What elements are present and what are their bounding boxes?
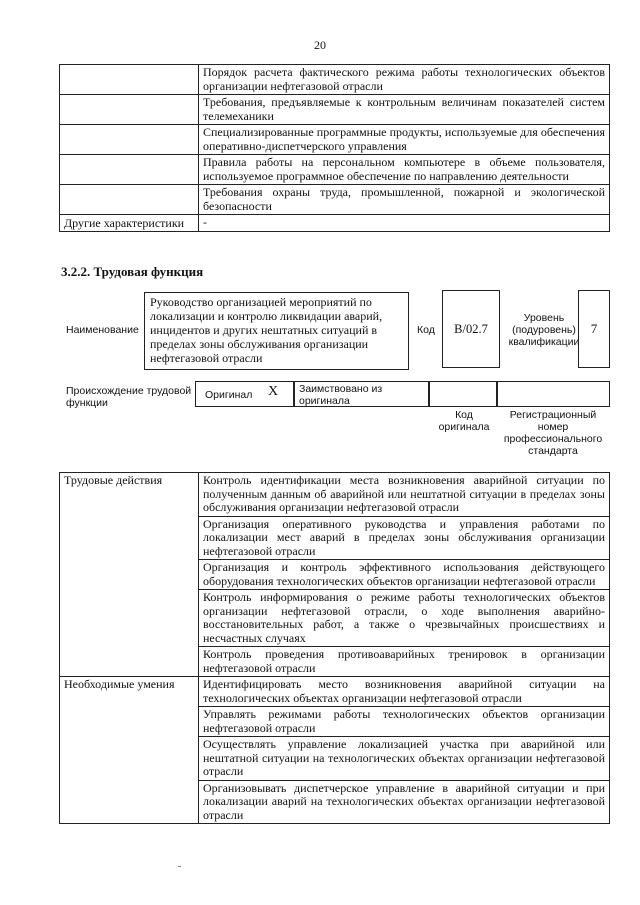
table-row	[60, 185, 610, 215]
function-name: Руководство организацией мероприятий по локализации и контролю ликвидации аварий, инцидентов и других нештатных ситуаций в пределах зоны обслуживания организации нефтегазовой отрасли	[150, 295, 383, 365]
list-item: Контроль идентификации места возникновения аварийной ситуации по полученным данным об аварийной или нештатной ситуации в пределах зоны обслуживания организации нефтегазовой отрасли	[199, 473, 610, 517]
list-item: Организовывать диспетчерское управление в аварийной ситуации и при локализации аварий на технологических объектах организации нефтегазовой отрасли	[199, 780, 610, 824]
name-label: Наименование	[66, 324, 139, 336]
group-label: Трудовые действия	[60, 473, 199, 677]
borrowed-cell	[294, 381, 429, 407]
function-name-box	[144, 292, 409, 370]
original-code-cell	[429, 381, 497, 407]
list-item: Контроль информирования о режиме работы технологических объектов организации нефтегазовой отрасли, о ходе выполнения аварийно-восстановительных работ, а также о чрезвычайных происшествиях и несчастных случаях	[199, 590, 610, 647]
row-text: Правила работы на персональном компьютере в объеме пользователя, используемое программное обеспечение по направлению деятельности	[199, 155, 610, 185]
list-item: Управлять режимами работы технологических объектов организации нефтегазовой отрасли	[199, 707, 610, 737]
section-title: 3.2.2. Трудовая функция	[61, 264, 204, 279]
row-label	[60, 95, 199, 125]
table-row	[60, 215, 610, 232]
level-label: Уровень (подуровень) квалификации	[508, 312, 580, 348]
table-row	[60, 677, 610, 707]
code-caption: Код оригинала	[438, 409, 490, 433]
row-text: Специализированные программные продукты, используемые для обеспечения оперативно-диспетчерского управления	[199, 125, 610, 155]
list-item: Организация и контроль эффективного использования действующего оборудования технологических объектов организации нефтегазовой отрасли	[199, 560, 610, 590]
list-item: Контроль проведения противоаварийных тренировок в организации нефтегазовой отрасли	[199, 647, 610, 677]
function-code-box	[442, 290, 500, 368]
row-text: Порядок расчета фактического режима работы технологических объектов организации нефтегазовой отрасли	[199, 65, 610, 95]
original-cell	[195, 381, 294, 407]
page-number: 20	[314, 38, 326, 52]
table-row	[60, 95, 610, 125]
registration-caption: Регистрационный номер профессионального стандарта	[503, 409, 603, 457]
list-item: Организация оперативного руководства и управления работами по локализации мест аварий в пределах зоны обслуживания организации нефтегазовой отрасли	[199, 516, 610, 560]
row-label	[60, 185, 199, 215]
row-text: -	[199, 215, 610, 232]
original-label: Оригинал	[205, 389, 253, 401]
row-text: Требования охраны труда, промышленной, пожарной и экологической безопасности	[199, 185, 610, 215]
origin-label: Происхождение трудовой функции	[66, 385, 192, 409]
row-text: Требования, предъявляемые к контрольным величинам показателей систем телемеханики	[199, 95, 610, 125]
table-row	[60, 125, 610, 155]
list-item: Идентифицировать место возникновения аварийной ситуации на технологических объектах организации нефтегазовой отрасли	[199, 677, 610, 707]
borrowed-label: Заимствовано из оригинала	[299, 383, 383, 407]
row-label: Другие характеристики	[60, 215, 199, 232]
function-code: В/02.7	[454, 321, 488, 336]
table-row	[60, 155, 610, 185]
list-item: Осуществлять управление локализацией участка при аварийной или нештатной ситуации на технологических объектах организации нефтегазовой отрасли	[199, 737, 610, 781]
code-label: Код	[417, 324, 435, 336]
level-value: 7	[590, 321, 598, 336]
origin-row	[195, 381, 610, 407]
row-label	[60, 125, 199, 155]
group-label: Необходимые умения	[60, 677, 199, 824]
row-label	[60, 65, 199, 95]
function-details-table	[59, 472, 610, 824]
footer-mark	[178, 866, 181, 867]
knowledge-table	[59, 64, 610, 232]
table-row	[60, 65, 610, 95]
registration-number-cell	[497, 381, 610, 407]
row-label	[60, 155, 199, 185]
level-box	[578, 290, 610, 368]
table-row	[60, 473, 610, 517]
original-mark: X	[268, 384, 279, 399]
